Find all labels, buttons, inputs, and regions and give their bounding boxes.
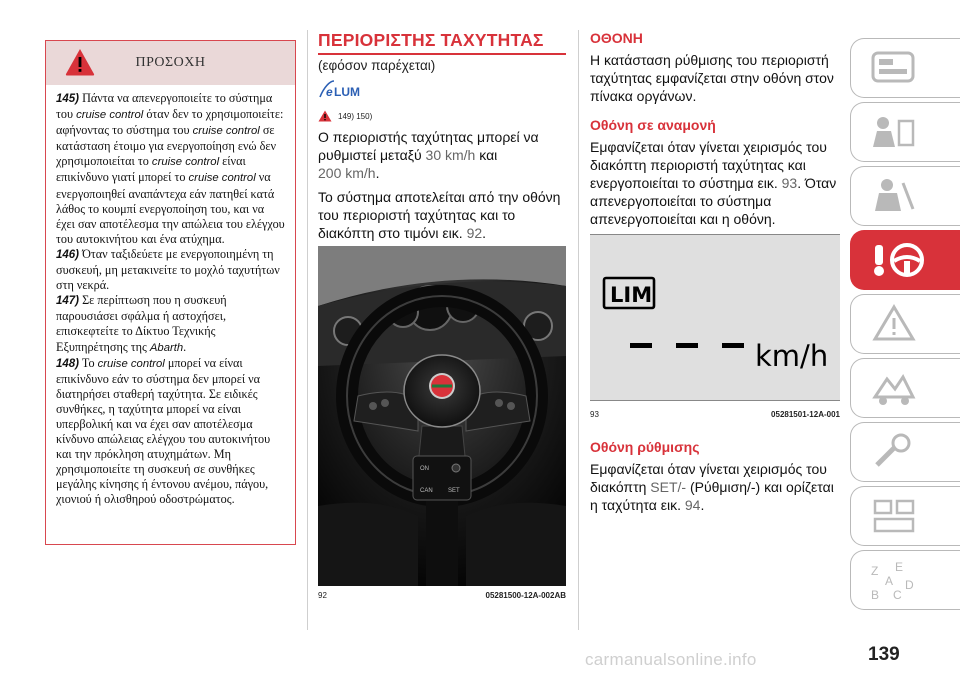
- svg-text:C: C: [893, 588, 902, 602]
- tab-emergency[interactable]: [850, 358, 960, 418]
- speed-dash: [676, 343, 698, 348]
- tab-driving[interactable]: [850, 230, 960, 290]
- elum-icon: [318, 77, 362, 99]
- figure-number: 92: [318, 591, 327, 600]
- svg-text:LUM: LUM: [334, 85, 360, 99]
- paragraph-system: Το σύστημα αποτελείται από την οθόνη του περιοριστή ταχύτητας και το διακόπτη στο τιμόνι εικ. 92.: [318, 189, 561, 241]
- steering-wheel-illustration: [318, 246, 566, 586]
- lcd-screen: [590, 235, 840, 400]
- tab-maintenance[interactable]: [850, 422, 960, 482]
- figure-code: 05281501-12A-001: [771, 410, 840, 419]
- paragraph-setting: Εμφανίζεται όταν γίνεται χειρισμός του διακόπτη SET/- (Ρύθμιση/-) και ορίζεται η ταχύτητα εικ. 94.: [590, 461, 834, 513]
- watermark: carmanualsonline.info: [585, 650, 757, 669]
- svg-text:e: e: [326, 85, 333, 99]
- on-button-label: ON: [420, 466, 429, 472]
- page-number: 139: [868, 644, 900, 665]
- speed-unit: km/h: [755, 339, 829, 373]
- warning-box: [45, 40, 296, 545]
- warning-triangle-icon: [318, 110, 332, 122]
- warning-body: [46, 85, 295, 508]
- alphabet-index-icon: [869, 559, 919, 605]
- technical-data-icon: [869, 495, 919, 537]
- display-section: [590, 30, 840, 228]
- reference-numbers: 149) 150): [338, 111, 373, 121]
- setting-subtitle: Οθόνη ρύθμισης: [590, 439, 700, 455]
- section-title: ΠΕΡΙΟΡΙΣΤΗΣ ΤΑΧΥΤΗΤΑΣ: [318, 30, 544, 50]
- warning-title: ΠΡΟΣΟΧΗ: [135, 55, 206, 70]
- setting-display-section: [590, 439, 840, 514]
- tab-safety[interactable]: [850, 102, 960, 162]
- speed-limiter-section: [318, 30, 566, 243]
- dashboard-icon: [869, 47, 919, 89]
- svg-text:Z: Z: [871, 564, 879, 578]
- paragraph-standby: Εμφανίζεται όταν γίνεται χειρισμός του διακόπτη περιοριστή ταχύτητας και ενεργοποιείται το σύστημα εικ. 93. Όταν απενεργοποιείται το σύστημα απενεργοποιείται και η οθόνη.: [590, 139, 837, 227]
- warning-item-145: 145) Πάντα να απενεργοποιείτε το σύστημα του cruise control όταν δεν το χρησιμοποιείτε: αφήνοντας το σύστημα του cruise control σε κατάσταση έτοιμο για ενεργοποίηση ενώ δεν χρησιμοποιείται το cruise control είναι επικίνδυνο γιατί μπορεί το cruise control να ενεργοποιηθεί αναπάντεχα εάν πατηθεί κατά λάθος το κουμπί ενεργοποίηση του, και να έχει σαν αποτέλεσμα την απώλεια του ελέγχου του αυτοκινήτου και ένα ατύχημα.: [56, 91, 285, 246]
- tab-technical-data[interactable]: [850, 486, 960, 546]
- tab-dashboard[interactable]: [850, 38, 960, 98]
- wrench-icon: [869, 431, 919, 473]
- cancel-button-label: CAN: [420, 488, 433, 494]
- svg-text:D: D: [905, 578, 914, 592]
- figure-code: 05281500-12A-002AB: [485, 591, 566, 600]
- set-button-label: SET: [448, 488, 460, 494]
- steering-wheel-photo: [318, 246, 566, 586]
- warning-reference: [318, 110, 566, 122]
- tab-seating[interactable]: [850, 166, 960, 226]
- figure-number: 93: [590, 410, 599, 419]
- title-underline: [318, 53, 566, 55]
- warning-item-147: 147) Σε περίπτωση που η συσκευή παρουσιάσει σφάλμα ή αστοχήσει, επισκεφτείτε το Δίκτυο Τεχνικής Εξυπηρέτησης της Abarth.: [56, 293, 227, 354]
- paragraph-display: Η κατάσταση ρύθμισης του περιοριστή ταχύτητας εμφανίζεται στην οθόνη στον πίνακα οργάνων.: [590, 52, 834, 104]
- svg-text:E: E: [895, 560, 904, 574]
- warning-item-146: 146) Όταν ταξιδεύετε με ενεργοποιημένη τη συσκευή, μη μετακινείτε το μοχλό ταχυτήτων στη νεκρά.: [56, 246, 280, 293]
- lim-indicator: LIM: [610, 283, 653, 307]
- warning-lights-icon: [869, 303, 919, 345]
- speed-dash: [722, 343, 744, 348]
- tab-index[interactable]: [850, 550, 960, 610]
- warning-header: [46, 41, 295, 85]
- speed-dash: [630, 343, 652, 348]
- safety-icon: [869, 111, 919, 153]
- svg-text:A: A: [885, 574, 894, 588]
- tab-warning-lights[interactable]: [850, 294, 960, 354]
- paragraph-range: Ο περιοριστής ταχύτητας μπορεί να ρυθμιστεί μεταξύ 30 km/h και 200 km/h.: [318, 129, 539, 181]
- emergency-icon: [869, 367, 919, 409]
- seat-belt-icon: [869, 175, 919, 217]
- optional-note: (εφόσον παρέχεται): [318, 58, 436, 73]
- standby-subtitle: Οθόνη σε αναμονή: [590, 117, 716, 134]
- column-divider: [307, 30, 308, 630]
- warning-item-148: 148) Το cruise control μπορεί να είναι επικίνδυνο εάν το σύστημα δεν μπορεί να διατηρήσει σταθερή ταχύτητα. Σε ειδικές συνθήκες, η ταχύτητα μπορεί να είναι υπερβολική και να έχει σαν αποτέλεσμα κίνδυνο απώλειας ελέγχου του αυτοκινήτου και την πρόκληση ατυχημάτων. Μη χρησιμοποιείτε τη συσκευή σε συνθήκες μεγάλης κίνησης ή έντονου ανέμου, πάγου, χιονιού ή ολισθηρού οδοστρώματος.: [56, 355, 271, 507]
- svg-text:B: B: [871, 588, 880, 602]
- steering-wheel-icon: [869, 239, 929, 281]
- column-divider: [578, 30, 579, 630]
- display-title: ΟΘΟΝΗ: [590, 30, 643, 46]
- lcd-display-figure: [590, 234, 840, 401]
